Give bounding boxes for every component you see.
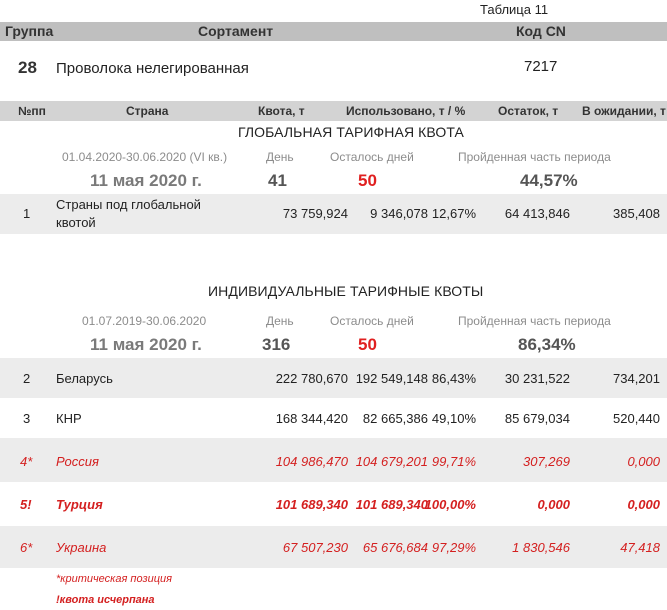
- row-quota: 104 986,470: [275, 454, 348, 469]
- row-quota: 67 507,230: [282, 540, 348, 555]
- row-country: Беларусь: [56, 371, 113, 386]
- row-pending: 0,000: [627, 454, 660, 469]
- row-pending: 734,201: [613, 371, 660, 386]
- col-used: Использовано, т / %: [346, 104, 466, 118]
- global-period: 01.04.2020-30.06.2020 (VI кв.): [62, 150, 228, 164]
- row-used: 192 549,148: [355, 371, 428, 386]
- row-pending: 0,000: [627, 497, 660, 512]
- col-pending: В ожидании, т: [582, 104, 666, 118]
- row-used: 82 665,386: [362, 411, 428, 426]
- individual-title: ИНДИВИДУАЛЬНЫЕ ТАРИФНЫЕ КВОТЫ: [208, 283, 484, 299]
- note-critical: *критическая позиция: [56, 573, 172, 585]
- row-pending: 385,408: [613, 206, 660, 221]
- row-used-pct: 86,43%: [431, 371, 476, 386]
- individual-day: 316: [262, 335, 291, 354]
- row-remainder: 30 231,522: [504, 371, 570, 386]
- row-quota: 222 780,670: [275, 371, 348, 386]
- header-cn-code: Код CN: [516, 23, 566, 39]
- row-quota: 168 344,420: [275, 411, 348, 426]
- row-quota: 101 689,340: [275, 497, 348, 512]
- row-no: 6*: [20, 540, 33, 555]
- row-country: Россия: [56, 454, 99, 469]
- col-remainder: Остаток, т: [498, 104, 559, 118]
- row-no: 3: [23, 411, 31, 426]
- col-country: Страна: [126, 104, 169, 118]
- row-country: Украина: [56, 540, 107, 555]
- row-no: 1: [23, 206, 31, 221]
- individual-day-label: День: [266, 314, 294, 328]
- global-passed: 44,57%: [520, 171, 578, 190]
- global-date: 11 мая 2020 г.: [90, 171, 202, 190]
- individual-days-left-label: Осталось дней: [330, 314, 414, 328]
- row-country: КНР: [56, 411, 82, 426]
- row-no: 5!: [20, 497, 32, 512]
- global-passed-label: Пройденная часть периода: [458, 150, 611, 164]
- global-days-left: 50: [358, 171, 377, 190]
- row-remainder: 307,269: [523, 454, 570, 469]
- row-remainder: 64 413,846: [504, 206, 570, 221]
- row-remainder: 85 679,034: [504, 411, 570, 426]
- global-days-left-label: Осталось дней: [330, 150, 414, 164]
- individual-days-left: 50: [358, 335, 377, 354]
- product-group: 28: [18, 58, 37, 77]
- individual-date: 11 мая 2020 г.: [90, 335, 202, 354]
- product-cn-code: 7217: [524, 58, 558, 75]
- individual-passed: 86,34%: [518, 335, 576, 354]
- note-exhausted: !квота исчерпана: [56, 594, 155, 606]
- product-name: Проволока нелегированная: [56, 60, 249, 77]
- row-used-pct: 100,00%: [424, 497, 476, 512]
- row-remainder: 1 830,546: [512, 540, 570, 555]
- header-assortment: Сортамент: [198, 23, 274, 39]
- header-group: Группа: [5, 23, 54, 39]
- row-used-pct: 49,10%: [431, 411, 476, 426]
- row-country: Турция: [56, 497, 103, 512]
- individual-period: 01.07.2019-30.06.2020: [82, 314, 207, 328]
- row-quota: 73 759,924: [282, 206, 348, 221]
- header-bar: [0, 22, 667, 41]
- table-number: Таблица 11: [480, 2, 549, 17]
- global-day: 41: [268, 171, 287, 190]
- row-no: 4*: [20, 454, 33, 469]
- row-used-pct: 99,71%: [431, 454, 476, 469]
- col-quota: Квота, т: [258, 104, 305, 118]
- global-title: ГЛОБАЛЬНАЯ ТАРИФНАЯ КВОТА: [238, 124, 464, 140]
- row-used: 104 679,201: [355, 454, 428, 469]
- row-no: 2: [23, 371, 31, 386]
- row-used: 9 346,078: [370, 206, 428, 221]
- global-day-label: День: [266, 150, 294, 164]
- row-remainder: 0,000: [537, 497, 570, 512]
- individual-passed-label: Пройденная часть периода: [458, 314, 611, 328]
- row-pending: 520,440: [613, 411, 660, 426]
- column-header-bar: [0, 101, 667, 121]
- row-pending: 47,418: [620, 540, 660, 555]
- row-used: 65 676,684: [362, 540, 428, 555]
- row-used: 101 689,340: [355, 497, 428, 512]
- col-no: №пп: [18, 104, 46, 118]
- row-used-pct: 12,67%: [431, 206, 476, 221]
- row-country: Страны под глобальной квотой: [56, 197, 201, 230]
- row-used-pct: 97,29%: [431, 540, 476, 555]
